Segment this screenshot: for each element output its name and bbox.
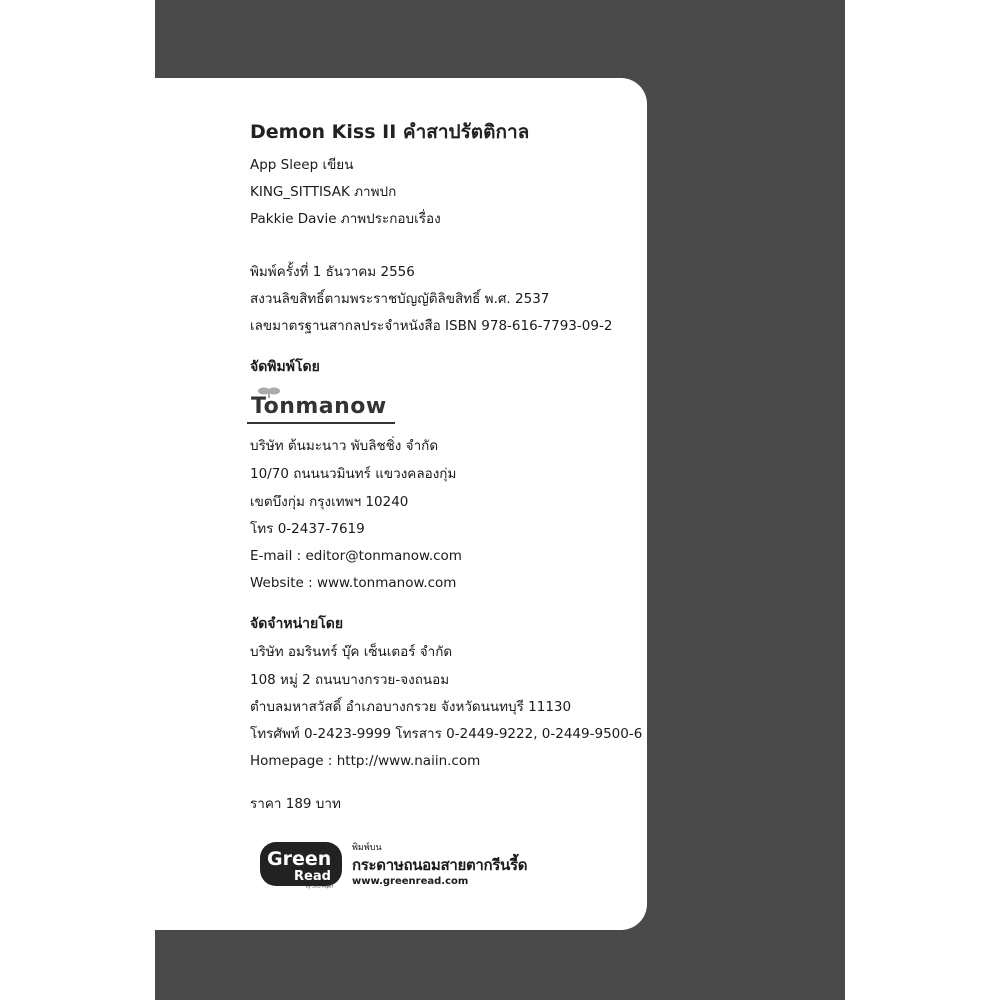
publisher-email: E-mail : editor@tonmanow.com [250,548,462,564]
logo-underline [247,422,395,424]
publisher-address-1: 10/70 ถนนนวมินทร์ แขวงคลองกุ่ม [250,466,457,482]
publisher-phone: โทร 0-2437-7619 [250,521,365,537]
printed-on-label: พิมพ์บน [352,843,382,853]
distributor-address-2: ตำบลมหาสวัสดิ์ อำเภอบางกรวย จังหวัดนนทบุรี 11130 [250,699,572,715]
isbn-line: เลขมาตรฐานสากลประจำหนังสือ ISBN 978-616-7793-09-2 [250,318,613,334]
distributor-homepage: Homepage : http://www.naiin.com [250,753,481,769]
illustrator-credit: Pakkie Davie ภาพประกอบเรื่อง [250,211,441,227]
green-read-logo [258,840,344,890]
tonmanow-logo [247,386,397,426]
green-read-sub: by SCG Paper [306,883,334,889]
distributor-address-1: 108 หมู่ 2 ถนนบางกรวย-จงถนอม [250,672,450,688]
paper-name: กระดาษถนอมสายตากรีนรี้ด [352,856,528,874]
logo-wordmark: Tonmanow [251,394,387,419]
cover-artist-credit: KING_SITTISAK ภาพปก [250,184,397,200]
distributor-heading: จัดจำหน่ายโดย [250,616,344,632]
publisher-company: บริษัท ต้นมะนาว พับลิชชิ่ง จำกัด [250,438,439,454]
publisher-heading: จัดพิมพ์โดย [250,359,320,375]
author-credit: App Sleep เขียน [250,157,354,173]
distributor-company: บริษัท อมรินทร์ บุ๊ค เซ็นเตอร์ จำกัด [250,644,453,660]
green-read-badge-icon [258,840,344,890]
price-line: ราคา 189 บาท [250,796,341,812]
green-read-url: www.greenread.com [352,876,469,887]
book-title: Demon Kiss II คำสาปรัตติกาล [250,121,530,143]
publisher-address-2: เขตบึงกุ่ม กรุงเทพฯ 10240 [250,494,409,510]
edition-line: พิมพ์ครั้งที่ 1 ธันวาคม 2556 [250,264,415,280]
green-read-word-1: Green [267,848,332,870]
publisher-website: Website : www.tonmanow.com [250,575,457,591]
green-read-word-2: Read [294,869,331,884]
copyright-line: สงวนลิขสิทธิ์ตามพระราชบัญญัติลิขสิทธิ์ พ.ศ. 2537 [250,291,550,307]
distributor-phone: โทรศัพท์ 0-2423-9999 โทรสาร 0-2449-9222, 0-2449-9500-6 [250,726,643,742]
